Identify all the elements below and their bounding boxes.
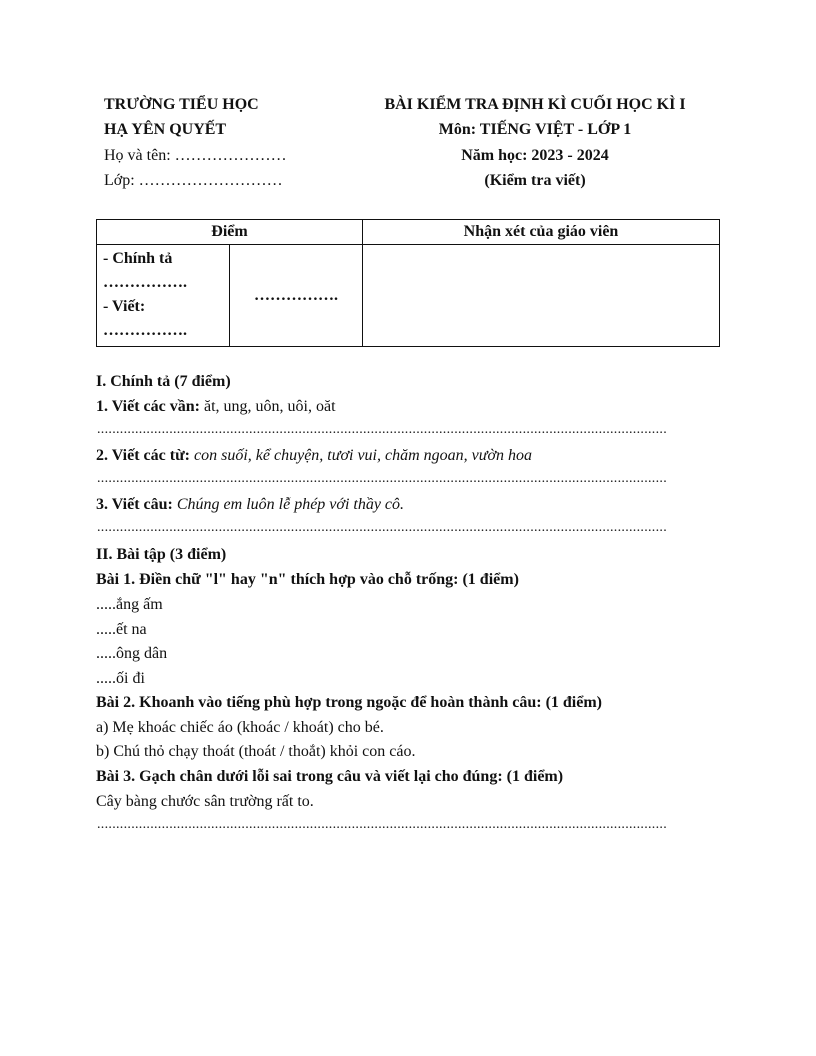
total-score-cell — [230, 245, 363, 347]
chinh-ta-score-blank: ……………. — [103, 274, 187, 291]
viet-score-blank: ……………. — [103, 322, 187, 339]
q1-label: 1. Viết các vần: — [96, 398, 200, 415]
chinh-ta-score-label: - Chính tả — [103, 250, 173, 267]
exercise-1-heading: Bài 1. Điền chữ "l" hay "n" thích hợp vào chỗ trống: (1 điểm) — [96, 571, 519, 588]
exam-title: BÀI KIỂM TRA ĐỊNH KÌ CUỐI HỌC KÌ I — [384, 96, 686, 113]
exercise-3-heading: Bài 3. Gạch chân dưới lỗi sai trong câu và viết lại cho đúng: (1 điểm) — [96, 768, 564, 785]
viet-score-label: - Viết: — [103, 298, 146, 315]
q2-text: con suối, kể chuyện, tươi vui, chăm ngoan, vườn hoa — [190, 447, 533, 464]
total-score-blank: ……………. — [254, 286, 338, 304]
answer-line-q3: ...................................................................................................................................................... — [97, 520, 667, 535]
student-name-field: Họ và tên: ………………… — [104, 147, 287, 164]
q2-label: 2. Viết các từ: — [96, 447, 191, 464]
teacher-comment-cell — [363, 245, 720, 347]
school-name-line2: HẠ YÊN QUYẾT — [104, 121, 227, 138]
exam-subject: Môn: TIẾNG VIỆT - LỚP 1 — [438, 121, 632, 138]
exam-year: Năm học: 2023 - 2024 — [461, 147, 609, 164]
answer-line-b3: ...................................................................................................................................................... — [97, 817, 667, 832]
score-table — [96, 219, 720, 347]
question-3 — [96, 494, 404, 515]
question-1 — [96, 396, 336, 417]
answer-line-q1: ...................................................................................................................................................... — [97, 422, 667, 437]
exam-type: (Kiểm tra viết) — [484, 172, 586, 189]
answer-line-q2: ...................................................................................................................................................... — [97, 471, 667, 486]
score-column-header: Điểm — [97, 220, 363, 245]
exercise-2-item-b: b) Chú thỏ chạy thoát (thoát / thoắt) khỏi con cáo. — [96, 743, 416, 760]
q3-label: 3. Viết câu: — [96, 496, 173, 513]
comment-column-header: Nhận xét của giáo viên — [363, 220, 720, 245]
exercise-1-item: .....ông dân — [96, 645, 168, 662]
exercise-2-heading: Bài 2. Khoanh vào tiếng phù hợp trong ngoặc để hoàn thành câu: (1 điểm) — [96, 694, 602, 711]
section2-heading: II. Bài tập (3 điểm) — [96, 546, 227, 563]
exercise-3-sentence: Cây bàng chước sân trường rất to. — [96, 793, 314, 810]
question-2 — [96, 445, 532, 466]
section1-heading: I. Chính tả (7 điểm) — [96, 373, 231, 390]
student-class-field: Lớp: ……………………… — [104, 172, 283, 189]
exercise-1-item: .....ối đi — [96, 670, 145, 687]
q1-text: ăt, ung, uôn, uôi, oăt — [199, 398, 336, 415]
exercise-1-item: .....ắng ấm — [96, 596, 163, 613]
exercise-2-item-a: a) Mẹ khoác chiếc áo (khoác / khoát) cho bé. — [96, 719, 384, 736]
q3-text: Chúng em luôn lễ phép với thầy cô. — [172, 496, 405, 513]
school-name-line1: TRƯỜNG TIỂU HỌC — [104, 96, 259, 113]
score-breakdown-cell — [97, 245, 230, 347]
exercise-1-item: .....ết na — [96, 621, 147, 638]
